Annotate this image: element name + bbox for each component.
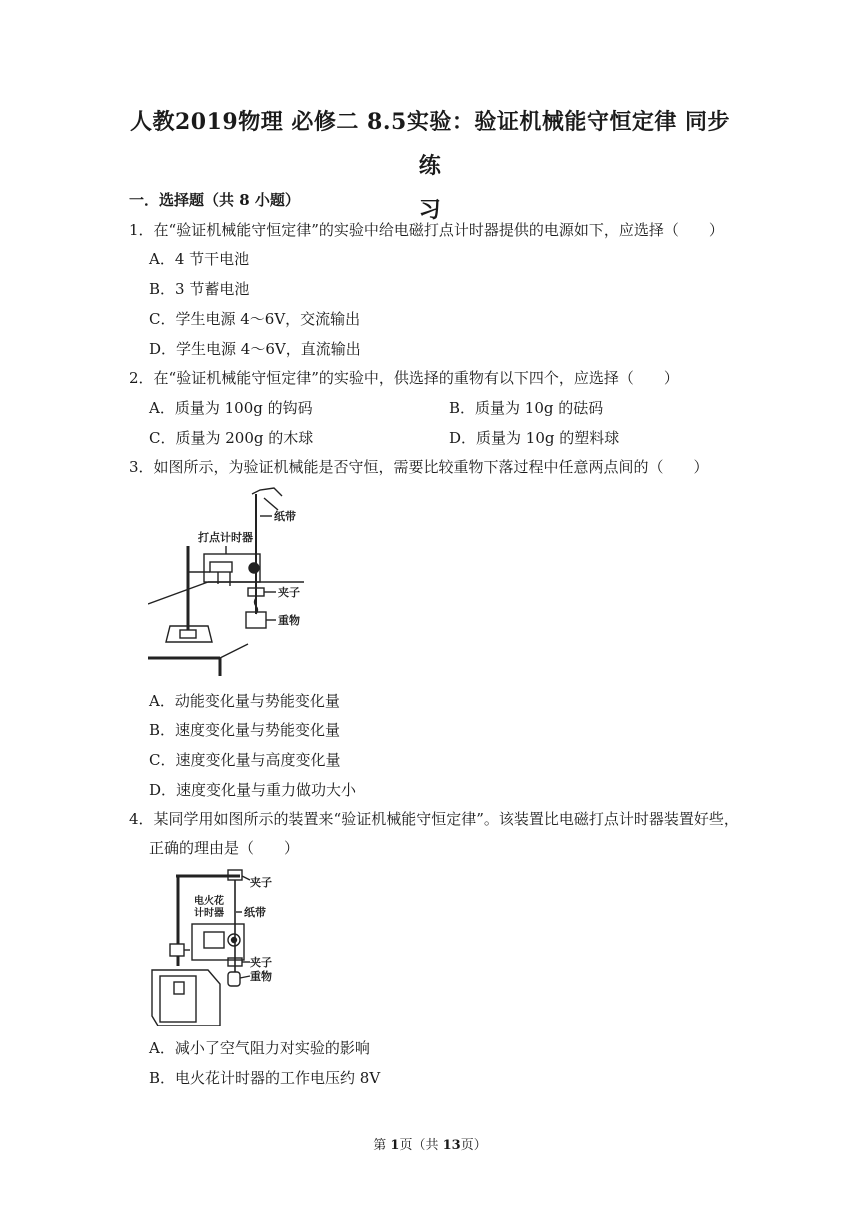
question-3-option-c: C．速度变化量与高度变化量 — [149, 751, 341, 769]
question-3-option-a: A．动能变化量与势能变化量 — [149, 692, 340, 710]
title-line-1: 人教2019物理 必修二 8.5实验：验证机械能守恒定律 同步练 — [130, 109, 730, 179]
question-1-option-a: A．4 节干电池 — [149, 250, 250, 268]
label-clip: 夹子 — [278, 586, 300, 599]
footer-prefix: 第 — [373, 1138, 391, 1153]
timer-wheel — [249, 563, 259, 573]
footer-suffix: 页） — [460, 1138, 487, 1153]
weight — [246, 612, 266, 628]
question-1-option-d: D．学生电源 4～6V，直流输出 — [149, 340, 361, 358]
question-1-option-b: B．3 节蓄电池 — [149, 280, 250, 298]
question-3-apparatus-figure — [148, 486, 308, 678]
footer-total-pages: 13 — [442, 1138, 461, 1153]
question-3-option-d: D．速度变化量与重力做功大小 — [149, 781, 357, 799]
table-edge-left — [148, 582, 208, 604]
label-timer-line-2: 计时器 — [194, 908, 224, 919]
table — [152, 970, 220, 1026]
section-heading: 一．选择题（共 8 小题） — [129, 191, 300, 209]
question-1-option-c: C．学生电源 4～6V，交流输出 — [149, 310, 361, 328]
question-2-stem: 2．在“验证机械能守恒定律”的实验中，供选择的重物有以下四个，应选择（ ） — [129, 369, 679, 387]
question-3-option-b: B．速度变化量与势能变化量 — [149, 721, 341, 739]
question-2-option-c: C．质量为 200g 的木球 — [149, 429, 314, 447]
question-4-option-a: A．减小了空气阻力对实验的影响 — [149, 1039, 370, 1057]
label-clip: 夹子 — [250, 956, 272, 969]
question-4-stem: 4．某同学用如图所示的装置来“验证机械能守恒定律”。该装置比电磁打点计时器装置好些， — [129, 810, 739, 828]
label-tape: 纸带 — [274, 510, 296, 523]
label-weight: 重物 — [250, 970, 272, 983]
label-top-clip: 夹子 — [250, 876, 272, 889]
question-4-stem-continued: 正确的理由是（ ） — [149, 839, 300, 857]
question-2-option-d: D．质量为 10g 的塑料球 — [449, 429, 620, 447]
page-footer — [0, 1134, 860, 1153]
question-4-apparatus-figure — [150, 866, 280, 1026]
footer-page-number: 1 — [390, 1138, 400, 1153]
label-timer-line-1: 电火花 — [194, 896, 224, 907]
spark-timer-body — [204, 932, 224, 948]
question-1-stem: 1．在“验证机械能守恒定律”的实验中给电磁打点计时器提供的电源如下，应选择（ ） — [129, 221, 724, 239]
title-line-2: 习 — [418, 197, 442, 223]
weight — [228, 972, 240, 986]
question-2-option-a: A．质量为 100g 的钩码 — [149, 399, 313, 417]
question-3-stem: 3．如图所示，为验证机械能是否守恒，需要比较重物下落过程中任意两点间的（ ） — [129, 458, 709, 476]
footer-middle: 页（共 — [399, 1138, 443, 1153]
question-4-option-b: B．电火花计时器的工作电压约 8V — [149, 1069, 381, 1087]
question-2-option-b: B．质量为 10g 的砝码 — [449, 399, 604, 417]
label-weight: 重物 — [278, 614, 300, 627]
label-timer: 打点计时器 — [198, 531, 253, 544]
document-title — [120, 100, 740, 232]
label-tape: 纸带 — [244, 906, 266, 919]
